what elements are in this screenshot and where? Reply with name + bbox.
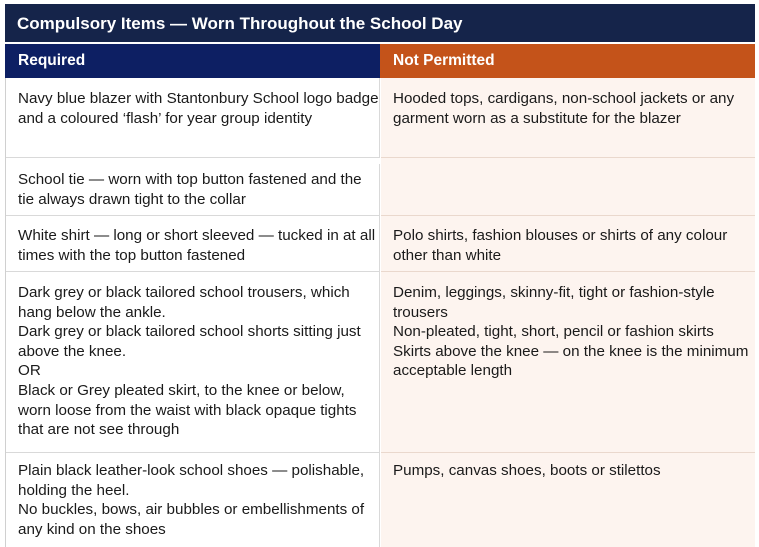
table-row-blazer-not-permitted — [381, 78, 755, 158]
cell-text: Black or Grey pleated skirt, to the knee or below, worn loose from the waist with black opaque tights that are not see through — [18, 381, 357, 439]
table-row-shirt-required — [6, 216, 380, 272]
cell-text: White shirt — long or short sleeved — tucked in at all times with the top button fastened — [18, 227, 376, 264]
table-row-shoes-not-permitted — [381, 453, 755, 547]
table-row-blazer-required — [6, 78, 380, 158]
cell-text: Hooded tops, cardigans, non-school jackets or any garment worn as a substitute for the blazer — [393, 90, 735, 127]
cell-text: Pumps, canvas shoes, boots or stilettos — [393, 462, 661, 479]
cell-text: School tie — worn with top button fastened and the tie always drawn tight to the collar — [18, 171, 362, 208]
table-row-tie-required — [6, 164, 380, 216]
cell-text: Skirts above the knee — on the knee is the minimum acceptable length — [393, 342, 749, 380]
column-header-required: Required — [5, 44, 380, 78]
cell-text: No buckles, bows, air bubbles or embellishments of any kind on the shoes — [18, 501, 365, 538]
cell-text: Dark grey or black tailored school trousers, which hang below the ankle. — [18, 284, 350, 321]
cell-text: OR — [18, 362, 41, 380]
table-row-shirt-not-permitted — [381, 216, 755, 272]
cell-text: Dark grey or black tailored school shorts sitting just above the knee. — [18, 323, 361, 360]
cell-text: Plain black leather-look school shoes — polishable, holding the heel. — [18, 462, 365, 499]
table-row-tie-not-permitted — [381, 158, 755, 216]
cell-text: Navy blue blazer with Stantonbury School logo badge and a coloured ‘flash’ for year group identity — [18, 90, 379, 127]
cell-text: Polo shirts, fashion blouses or shirts of any colour other than white — [393, 227, 728, 264]
column-header-not-permitted: Not Permitted — [380, 44, 755, 78]
cell-text: Denim, leggings, skinny-fit, tight or fashion-style trousers — [393, 284, 715, 321]
cell-text: Non-pleated, tight, short, pencil or fashion skirts — [393, 323, 714, 341]
table-row-trousers-required — [6, 272, 380, 453]
table-row-trousers-not-permitted — [381, 272, 755, 453]
table-row-shoes-required — [6, 453, 380, 547]
table-title: Compulsory Items — Worn Throughout the School Day — [5, 4, 755, 42]
